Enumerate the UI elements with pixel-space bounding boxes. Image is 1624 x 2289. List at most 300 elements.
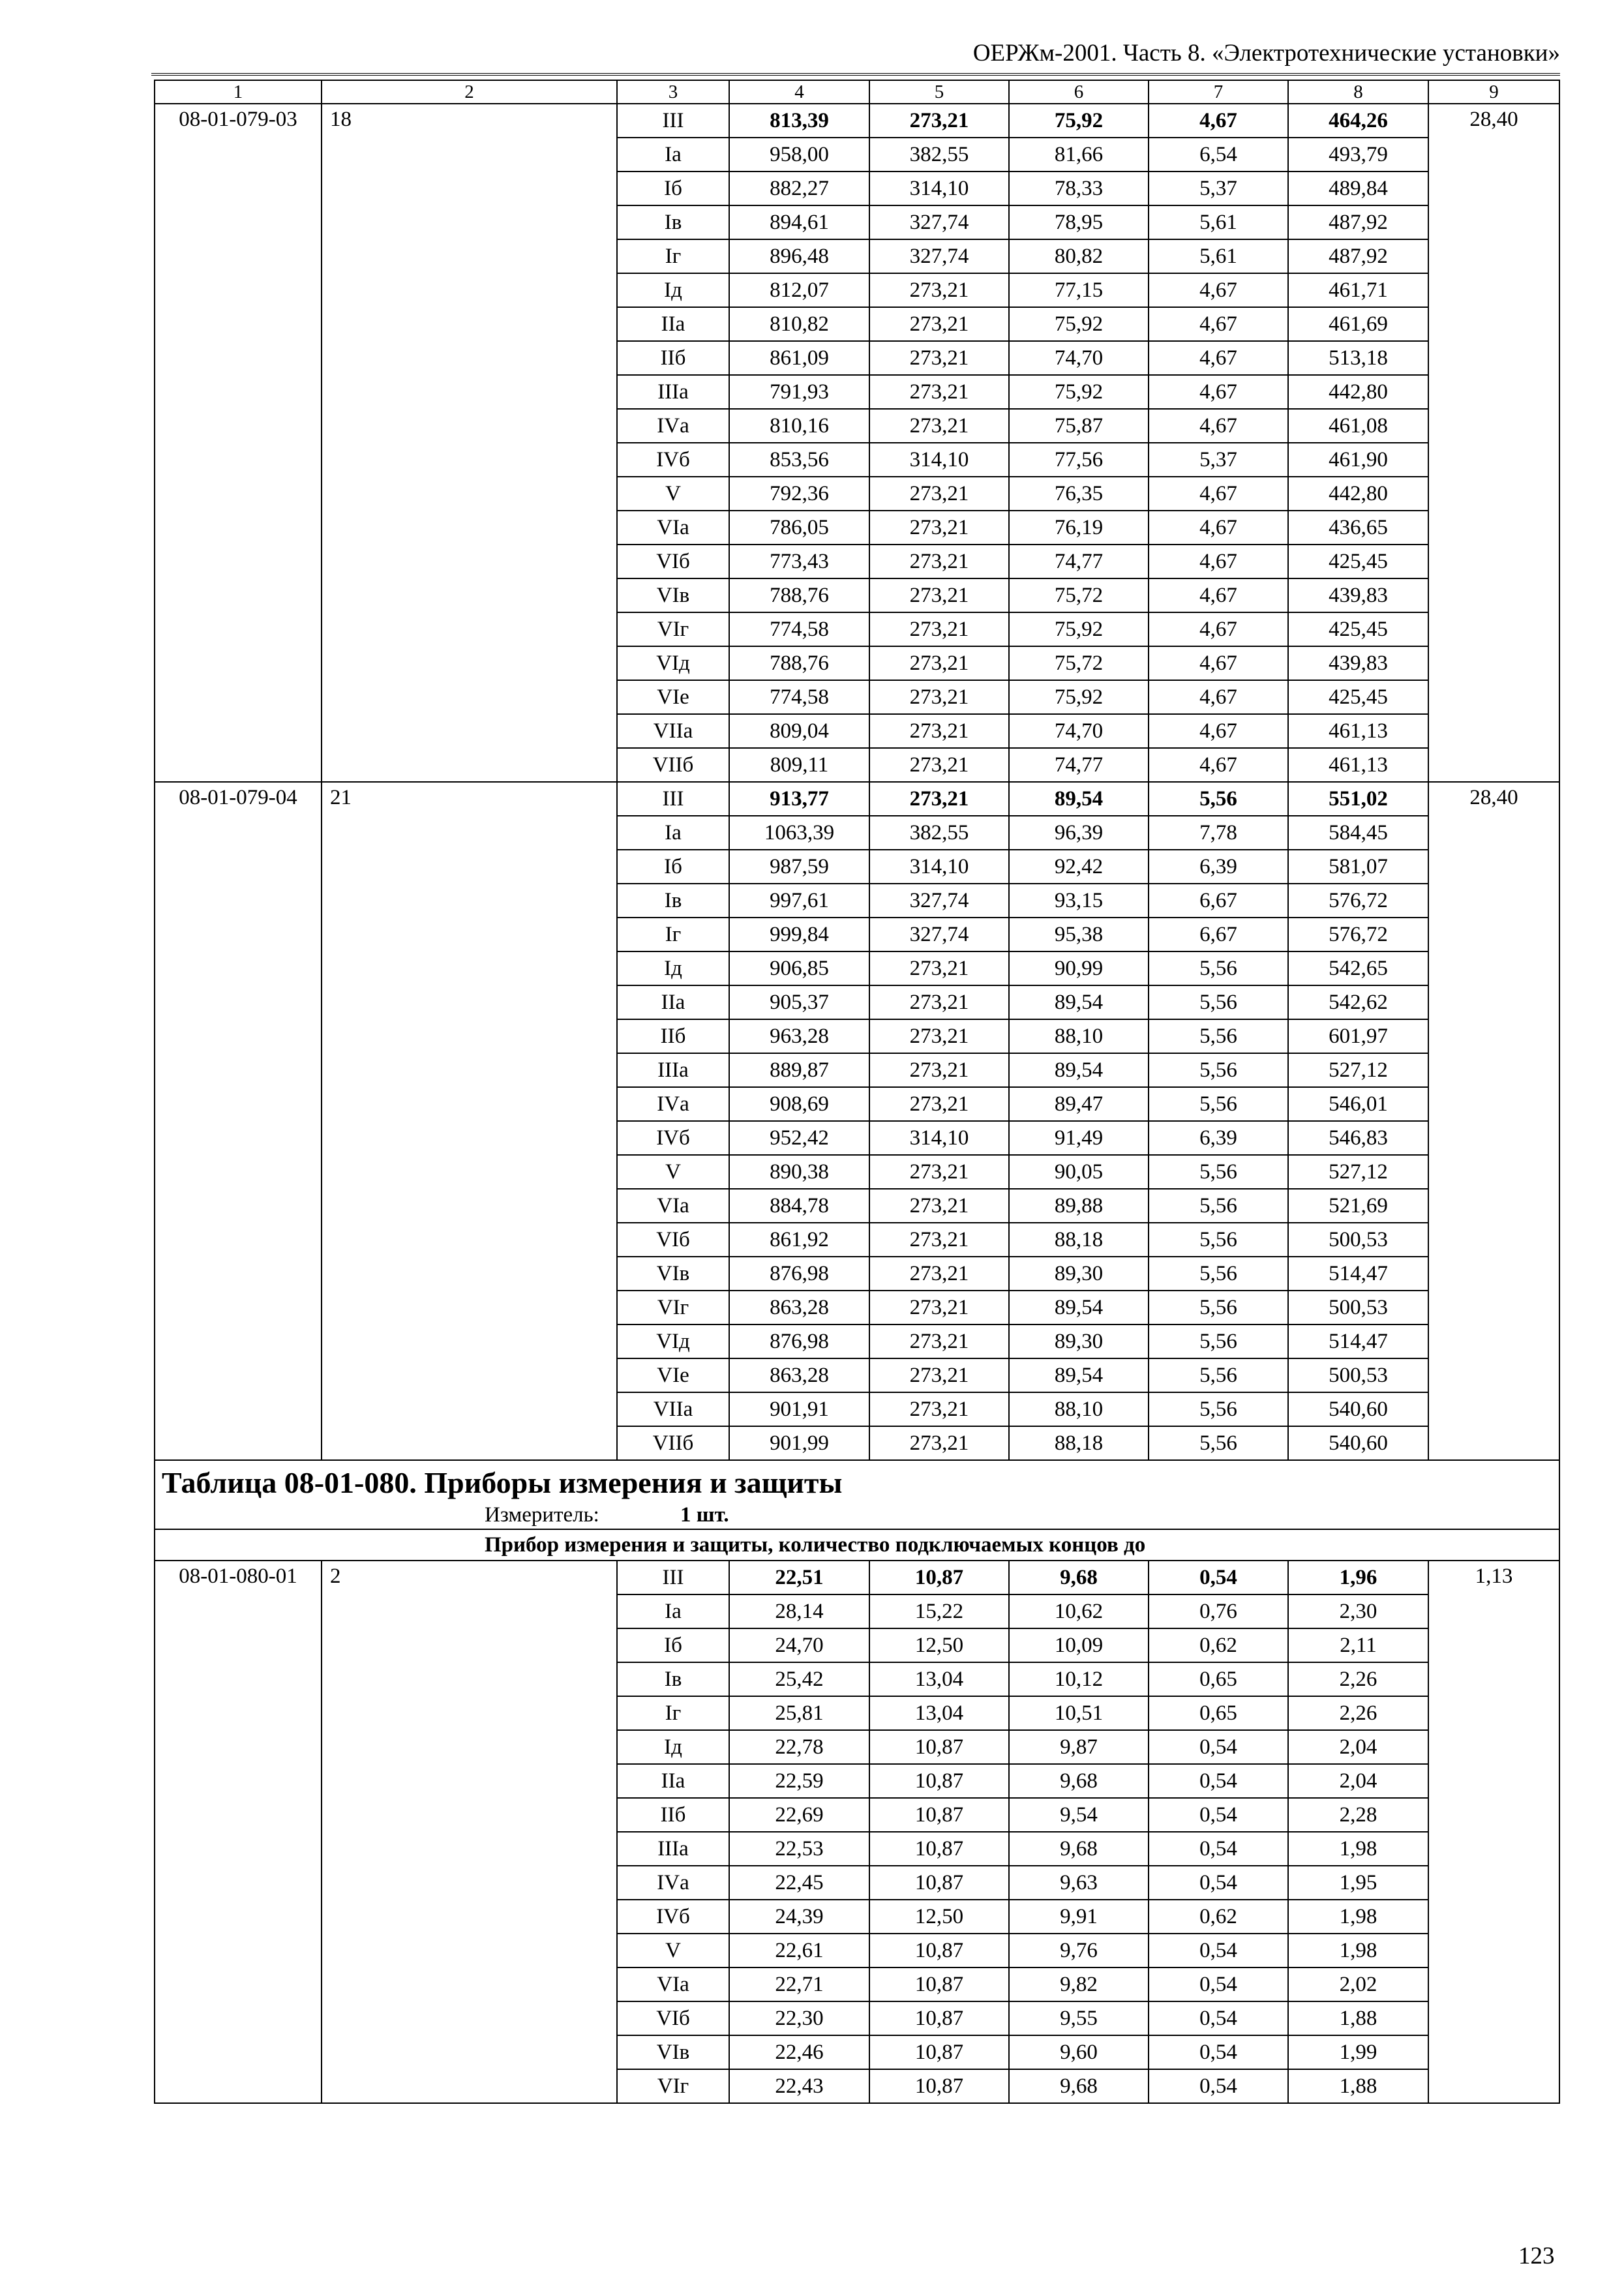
col6-cell: 80,82 [1009,239,1149,273]
col4-cell: 28,14 [729,1594,869,1628]
col6-cell: 10,09 [1009,1628,1149,1662]
column-number-9: 9 [1428,80,1559,104]
zone-cell: IIа [617,985,729,1019]
col7-cell: 0,54 [1149,2035,1288,2069]
zone-cell: VIв [617,578,729,612]
col8-cell: 551,02 [1288,782,1428,816]
col6-cell: 75,72 [1009,578,1149,612]
meter-label: Измеритель: [485,1503,599,1527]
zone-cell: VIа [617,1189,729,1223]
col5-cell: 273,21 [869,1358,1009,1392]
col6-cell: 10,12 [1009,1662,1149,1696]
col5-cell: 273,21 [869,1324,1009,1358]
col8-cell: 439,83 [1288,646,1428,680]
col4-cell: 987,59 [729,850,869,884]
col6-cell: 89,47 [1009,1087,1149,1121]
col5-cell: 13,04 [869,1696,1009,1730]
zone-cell: VIв [617,1257,729,1291]
zone-cell: VIг [617,2069,729,2103]
column-number-5: 5 [869,80,1009,104]
col5-cell: 10,87 [869,2001,1009,2035]
col6-cell: 9,55 [1009,2001,1149,2035]
col6-cell: 75,72 [1009,646,1149,680]
col4-cell: 913,77 [729,782,869,816]
zone-cell: Iд [617,273,729,307]
zone-cell: VIв [617,2035,729,2069]
zone-cell: Iа [617,1594,729,1628]
table-row [155,782,1559,816]
col5-cell: 273,21 [869,578,1009,612]
zone-cell: V [617,477,729,511]
col5-cell: 273,21 [869,409,1009,443]
col4-cell: 809,11 [729,748,869,782]
col7-cell: 0,54 [1149,1934,1288,1967]
col4-cell: 788,76 [729,646,869,680]
col6-cell: 89,30 [1009,1324,1149,1358]
col6-cell: 89,54 [1009,1053,1149,1087]
zone-cell: IIIа [617,1832,729,1866]
table-title: Таблица 08-01-080. Приборы измерения и защиты [162,1466,843,1499]
col5-cell: 273,21 [869,1019,1009,1053]
zone-cell: V [617,1155,729,1189]
col5-cell: 273,21 [869,104,1009,138]
col4-cell: 861,92 [729,1223,869,1257]
col4-cell: 774,58 [729,680,869,714]
table-row [155,1561,1559,1594]
col6-cell: 88,10 [1009,1392,1149,1426]
col7-cell: 5,56 [1149,1053,1288,1087]
col7-cell: 5,61 [1149,205,1288,239]
col4-cell: 901,91 [729,1392,869,1426]
col8-cell: 2,04 [1288,1730,1428,1764]
col4-cell: 863,28 [729,1291,869,1324]
col7-cell: 5,61 [1149,239,1288,273]
col6-cell: 77,56 [1009,443,1149,477]
zone-cell: IVб [617,1121,729,1155]
zone-cell: Iа [617,138,729,172]
col5-cell: 273,21 [869,1426,1009,1460]
col8-cell: 425,45 [1288,545,1428,578]
col5-cell: 10,87 [869,1561,1009,1594]
code-cell: 08-01-079-03 [155,104,322,782]
zone-cell: VIб [617,2001,729,2035]
col5-cell: 273,21 [869,1087,1009,1121]
col8-cell: 2,26 [1288,1662,1428,1696]
zone-cell: Iб [617,1628,729,1662]
col6-cell: 9,68 [1009,1561,1149,1594]
col5-cell: 382,55 [869,138,1009,172]
col8-cell: 513,18 [1288,341,1428,375]
col5-cell: 273,21 [869,951,1009,985]
col4-cell: 24,70 [729,1628,869,1662]
zone-cell: IIа [617,1764,729,1798]
col7-cell: 7,78 [1149,816,1288,850]
col4-cell: 863,28 [729,1358,869,1392]
col6-cell: 92,42 [1009,850,1149,884]
zone-cell: IVб [617,1900,729,1934]
col5-cell: 273,21 [869,341,1009,375]
col6-cell: 89,54 [1009,782,1149,816]
col7-cell: 0,76 [1149,1594,1288,1628]
col5-cell: 273,21 [869,985,1009,1019]
col8-cell: 2,28 [1288,1798,1428,1832]
col6-cell: 89,54 [1009,1358,1149,1392]
col4-cell: 22,71 [729,1967,869,2001]
col4-cell: 22,61 [729,1934,869,1967]
col5-cell: 327,74 [869,918,1009,951]
col7-cell: 5,37 [1149,443,1288,477]
col8-cell: 2,26 [1288,1696,1428,1730]
zone-cell: VIа [617,511,729,545]
col5-cell: 314,10 [869,1121,1009,1155]
col6-cell: 91,49 [1009,1121,1149,1155]
zone-cell: IIб [617,1019,729,1053]
col5-cell: 273,21 [869,1189,1009,1223]
zone-cell: VIг [617,612,729,646]
col8-cell: 540,60 [1288,1426,1428,1460]
rates-table-body [155,80,1559,2103]
zone-cell: IVа [617,1866,729,1900]
col6-cell: 88,18 [1009,1426,1149,1460]
col5-cell: 382,55 [869,816,1009,850]
col5-cell: 15,22 [869,1594,1009,1628]
col4-cell: 22,51 [729,1561,869,1594]
col6-cell: 74,70 [1009,341,1149,375]
zone-cell: Iа [617,816,729,850]
col5-cell: 273,21 [869,545,1009,578]
col6-cell: 9,63 [1009,1866,1149,1900]
column-number-1: 1 [155,80,322,104]
col4-cell: 882,27 [729,172,869,205]
col8-cell: 2,02 [1288,1967,1428,2001]
col8-cell: 493,79 [1288,138,1428,172]
col8-cell: 1,99 [1288,2035,1428,2069]
col8-cell: 461,90 [1288,443,1428,477]
col8-cell: 1,98 [1288,1832,1428,1866]
col4-cell: 861,09 [729,341,869,375]
col6-cell: 88,10 [1009,1019,1149,1053]
col8-cell: 461,13 [1288,748,1428,782]
zone-cell: Iг [617,1696,729,1730]
col6-cell: 75,92 [1009,375,1149,409]
col7-cell: 5,56 [1149,985,1288,1019]
col4-cell: 952,42 [729,1121,869,1155]
zone-cell: VIе [617,1358,729,1392]
col5-cell: 10,87 [869,1866,1009,1900]
zone-cell: VIIа [617,1392,729,1426]
zone-cell: IIIа [617,375,729,409]
col7-cell: 0,62 [1149,1900,1288,1934]
col8-cell: 464,26 [1288,104,1428,138]
zone-cell: VIд [617,646,729,680]
table-subtitle-row [155,1529,1559,1561]
col4-cell: 22,45 [729,1866,869,1900]
col8-cell: 425,45 [1288,612,1428,646]
col8-cell: 500,53 [1288,1223,1428,1257]
col9-cell: 1,13 [1428,1561,1559,2103]
col7-cell: 0,54 [1149,1798,1288,1832]
col4-cell: 997,61 [729,884,869,918]
col4-cell: 853,56 [729,443,869,477]
zone-cell: VIд [617,1324,729,1358]
zone-cell: III [617,1561,729,1594]
col5-cell: 273,21 [869,680,1009,714]
col7-cell: 6,54 [1149,138,1288,172]
col7-cell: 5,56 [1149,1358,1288,1392]
col7-cell: 0,65 [1149,1662,1288,1696]
col7-cell: 5,56 [1149,1392,1288,1426]
code-cell: 08-01-080-01 [155,1561,322,2103]
col8-cell: 540,60 [1288,1392,1428,1426]
col8-cell: 2,11 [1288,1628,1428,1662]
col6-cell: 88,18 [1009,1223,1149,1257]
zone-cell: VIIб [617,748,729,782]
col4-cell: 22,78 [729,1730,869,1764]
zone-cell: IIIа [617,1053,729,1087]
col7-cell: 4,67 [1149,578,1288,612]
col6-cell: 75,92 [1009,612,1149,646]
col7-cell: 0,54 [1149,2001,1288,2035]
zone-cell: Iв [617,205,729,239]
zone-cell: Iг [617,918,729,951]
col4-cell: 774,58 [729,612,869,646]
col4-cell: 22,69 [729,1798,869,1832]
col2-cell: 21 [322,782,617,1460]
col8-cell: 461,69 [1288,307,1428,341]
zone-cell: VIб [617,545,729,578]
col6-cell: 75,92 [1009,307,1149,341]
col5-cell: 314,10 [869,443,1009,477]
col7-cell: 4,67 [1149,714,1288,748]
col4-cell: 22,43 [729,2069,869,2103]
col8-cell: 1,98 [1288,1900,1428,1934]
col7-cell: 4,67 [1149,307,1288,341]
zone-cell: Iв [617,884,729,918]
col5-cell: 273,21 [869,1155,1009,1189]
zone-cell: IVа [617,1087,729,1121]
col7-cell: 4,67 [1149,341,1288,375]
col6-cell: 9,68 [1009,1832,1149,1866]
col6-cell: 81,66 [1009,138,1149,172]
col7-cell: 5,56 [1149,1019,1288,1053]
col6-cell: 9,60 [1009,2035,1149,2069]
col7-cell: 5,56 [1149,1087,1288,1121]
col7-cell: 6,67 [1149,918,1288,951]
col8-cell: 581,07 [1288,850,1428,884]
zone-cell: VIIа [617,714,729,748]
col7-cell: 4,67 [1149,545,1288,578]
col7-cell: 6,39 [1149,850,1288,884]
zone-cell: VIа [617,1967,729,2001]
col8-cell: 2,04 [1288,1764,1428,1798]
col6-cell: 10,62 [1009,1594,1149,1628]
table-subtitle: Прибор измерения и защиты, количество подключаемых концов до [155,1529,1559,1561]
col6-cell: 76,35 [1009,477,1149,511]
meter-value: 1 шт. [680,1503,729,1527]
col7-cell: 0,54 [1149,2069,1288,2103]
col5-cell: 314,10 [869,172,1009,205]
col5-cell: 273,21 [869,782,1009,816]
col4-cell: 876,98 [729,1324,869,1358]
zone-cell: III [617,782,729,816]
zone-cell: Iд [617,951,729,985]
col5-cell: 10,87 [869,2069,1009,2103]
col8-cell: 500,53 [1288,1291,1428,1324]
col8-cell: 442,80 [1288,375,1428,409]
col7-cell: 4,67 [1149,104,1288,138]
col5-cell: 273,21 [869,511,1009,545]
col8-cell: 527,12 [1288,1155,1428,1189]
col4-cell: 788,76 [729,578,869,612]
col5-cell: 327,74 [869,884,1009,918]
col4-cell: 884,78 [729,1189,869,1223]
col5-cell: 10,87 [869,1934,1009,1967]
column-number-8: 8 [1288,80,1428,104]
col5-cell: 273,21 [869,477,1009,511]
col6-cell: 75,92 [1009,680,1149,714]
col5-cell: 273,21 [869,748,1009,782]
col5-cell: 13,04 [869,1662,1009,1696]
col9-cell: 28,40 [1428,782,1559,1460]
col4-cell: 876,98 [729,1257,869,1291]
col7-cell: 5,56 [1149,1324,1288,1358]
column-number-6: 6 [1009,80,1149,104]
column-number-4: 4 [729,80,869,104]
col8-cell: 521,69 [1288,1189,1428,1223]
col8-cell: 1,96 [1288,1561,1428,1594]
col7-cell: 5,56 [1149,1155,1288,1189]
zone-cell: IVа [617,409,729,443]
col4-cell: 896,48 [729,239,869,273]
col5-cell: 12,50 [869,1628,1009,1662]
zone-cell: VIIб [617,1426,729,1460]
col5-cell: 273,21 [869,273,1009,307]
col4-cell: 22,46 [729,2035,869,2069]
col4-cell: 958,00 [729,138,869,172]
col4-cell: 963,28 [729,1019,869,1053]
column-number-7: 7 [1149,80,1288,104]
col6-cell: 90,99 [1009,951,1149,985]
col7-cell: 0,62 [1149,1628,1288,1662]
col6-cell: 10,51 [1009,1696,1149,1730]
col5-cell: 10,87 [869,1832,1009,1866]
col6-cell: 96,39 [1009,816,1149,850]
col4-cell: 809,04 [729,714,869,748]
col6-cell: 89,88 [1009,1189,1149,1223]
col5-cell: 273,21 [869,646,1009,680]
col4-cell: 773,43 [729,545,869,578]
col7-cell: 4,67 [1149,273,1288,307]
col4-cell: 25,81 [729,1696,869,1730]
col7-cell: 4,67 [1149,646,1288,680]
col8-cell: 1,95 [1288,1866,1428,1900]
page-number: 123 [1518,2243,1555,2269]
col6-cell: 9,68 [1009,2069,1149,2103]
col8-cell: 584,45 [1288,816,1428,850]
column-number-2: 2 [322,80,617,104]
zone-cell: IIа [617,307,729,341]
zone-cell: V [617,1934,729,1967]
zone-cell: Iв [617,1662,729,1696]
col8-cell: 546,83 [1288,1121,1428,1155]
col6-cell: 74,77 [1009,748,1149,782]
col7-cell: 4,67 [1149,748,1288,782]
col4-cell: 791,93 [729,375,869,409]
col7-cell: 4,67 [1149,511,1288,545]
col7-cell: 4,67 [1149,612,1288,646]
col7-cell: 0,65 [1149,1696,1288,1730]
col5-cell: 10,87 [869,1730,1009,1764]
col7-cell: 5,56 [1149,1291,1288,1324]
col6-cell: 76,19 [1009,511,1149,545]
col8-cell: 1,88 [1288,2069,1428,2103]
col7-cell: 5,56 [1149,782,1288,816]
zone-cell: Iд [617,1730,729,1764]
page-header [151,38,1560,76]
col4-cell: 906,85 [729,951,869,985]
col4-cell: 792,36 [729,477,869,511]
zone-cell: VIг [617,1291,729,1324]
col4-cell: 24,39 [729,1900,869,1934]
column-number-3: 3 [617,80,729,104]
col5-cell: 273,21 [869,1257,1009,1291]
rates-table [154,80,1560,2104]
col6-cell: 9,54 [1009,1798,1149,1832]
col5-cell: 314,10 [869,850,1009,884]
table-title-row [155,1460,1559,1529]
col4-cell: 894,61 [729,205,869,239]
col4-cell: 905,37 [729,985,869,1019]
col2-cell: 18 [322,104,617,782]
col4-cell: 889,87 [729,1053,869,1087]
col4-cell: 908,69 [729,1087,869,1121]
col8-cell: 1,98 [1288,1934,1428,1967]
col4-cell: 999,84 [729,918,869,951]
col5-cell: 10,87 [869,2035,1009,2069]
zone-cell: VIб [617,1223,729,1257]
col6-cell: 77,15 [1009,273,1149,307]
col7-cell: 0,54 [1149,1561,1288,1594]
col8-cell: 576,72 [1288,884,1428,918]
col6-cell: 75,92 [1009,104,1149,138]
col7-cell: 4,67 [1149,409,1288,443]
col4-cell: 810,82 [729,307,869,341]
col7-cell: 0,54 [1149,1764,1288,1798]
col6-cell: 93,15 [1009,884,1149,918]
col6-cell: 74,77 [1009,545,1149,578]
col8-cell: 2,30 [1288,1594,1428,1628]
zone-cell: Iг [617,239,729,273]
col7-cell: 4,67 [1149,375,1288,409]
col5-cell: 327,74 [869,239,1009,273]
col6-cell: 9,68 [1009,1764,1149,1798]
col7-cell: 5,56 [1149,1223,1288,1257]
col4-cell: 1063,39 [729,816,869,850]
col5-cell: 10,87 [869,1967,1009,2001]
col8-cell: 542,65 [1288,951,1428,985]
col8-cell: 439,83 [1288,578,1428,612]
col7-cell: 4,67 [1149,477,1288,511]
col8-cell: 461,13 [1288,714,1428,748]
col8-cell: 527,12 [1288,1053,1428,1087]
col8-cell: 1,88 [1288,2001,1428,2035]
col9-cell: 28,40 [1428,104,1559,782]
col5-cell: 273,21 [869,612,1009,646]
col8-cell: 442,80 [1288,477,1428,511]
zone-cell: Iб [617,172,729,205]
col4-cell: 22,30 [729,2001,869,2035]
col7-cell: 6,39 [1149,1121,1288,1155]
